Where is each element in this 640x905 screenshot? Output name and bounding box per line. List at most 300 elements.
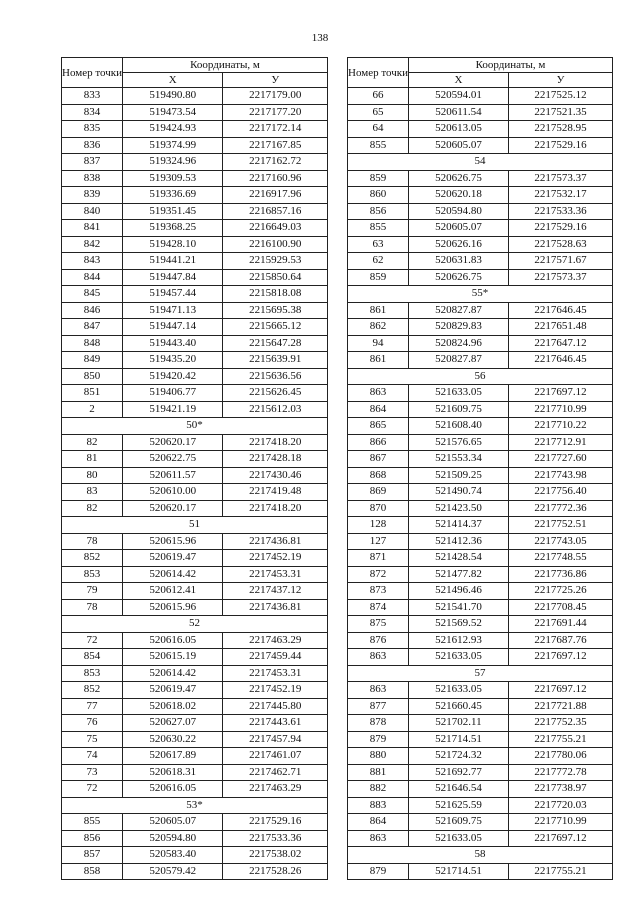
- left-table-body: [62, 88, 328, 880]
- point-number-cell: 864: [348, 814, 409, 831]
- x-coordinate-cell: 521496.46: [408, 583, 508, 600]
- table-row: [348, 88, 613, 105]
- point-number-cell: 878: [348, 715, 409, 732]
- y-coordinate-cell: 2217538.02: [223, 847, 328, 864]
- y-coordinate-cell: 2215665.12: [223, 319, 328, 336]
- y-coordinate-cell: 2217752.35: [508, 715, 612, 732]
- x-coordinate-cell: 520612.41: [122, 583, 222, 600]
- y-coordinate-cell: 2217443.61: [223, 715, 328, 732]
- table-row: [62, 335, 328, 352]
- table-row: [62, 302, 328, 319]
- y-coordinate-cell: 2217160.96: [223, 170, 328, 187]
- point-number-cell: 845: [62, 286, 123, 303]
- x-coordinate-cell: 520626.75: [408, 170, 508, 187]
- parcel-group-row: [348, 368, 613, 385]
- point-number-cell: 856: [348, 203, 409, 220]
- y-coordinate-cell: 2217697.12: [508, 830, 612, 847]
- y-coordinate-cell: 2217571.67: [508, 253, 612, 270]
- x-coordinate-cell: 519351.45: [122, 203, 222, 220]
- parcel-group-row: [62, 616, 328, 633]
- point-number-cell: 877: [348, 698, 409, 715]
- x-coordinate-cell: 520615.19: [122, 649, 222, 666]
- point-number-cell: 77: [62, 698, 123, 715]
- x-coordinate-cell: 521646.54: [408, 781, 508, 798]
- table-row: [348, 500, 613, 517]
- x-coordinate-cell: 520611.54: [408, 104, 508, 121]
- table-row: [348, 715, 613, 732]
- x-coordinate-cell: 519368.25: [122, 220, 222, 237]
- point-number-cell: 840: [62, 203, 123, 220]
- parcel-group-label: 51: [62, 517, 328, 534]
- table-row: [62, 203, 328, 220]
- table-row: [62, 533, 328, 550]
- point-number-cell: 63: [348, 236, 409, 253]
- point-number-cell: 872: [348, 566, 409, 583]
- x-coordinate-cell: 519457.44: [122, 286, 222, 303]
- y-coordinate-cell: 2217720.03: [508, 797, 612, 814]
- table-row: [348, 220, 613, 237]
- y-header: У: [223, 73, 328, 88]
- table-row: [62, 781, 328, 798]
- y-coordinate-cell: 2217710.99: [508, 814, 612, 831]
- x-coordinate-cell: 521490.74: [408, 484, 508, 501]
- x-coordinate-cell: 519406.77: [122, 385, 222, 402]
- x-coordinate-cell: 520622.75: [122, 451, 222, 468]
- point-number-cell: 835: [62, 121, 123, 138]
- table-row: [62, 187, 328, 204]
- point-number-cell: 79: [62, 583, 123, 600]
- table-row: [62, 170, 328, 187]
- table-row: [348, 236, 613, 253]
- y-coordinate-cell: 2217177.20: [223, 104, 328, 121]
- x-coordinate-cell: 519473.54: [122, 104, 222, 121]
- point-number-cell: 850: [62, 368, 123, 385]
- y-coordinate-cell: 2217463.29: [223, 781, 328, 798]
- y-coordinate-cell: 2217743.05: [508, 533, 612, 550]
- table-row: [348, 863, 613, 880]
- x-header: X: [408, 73, 508, 88]
- y-coordinate-cell: 2217697.12: [508, 649, 612, 666]
- x-coordinate-cell: 520618.31: [122, 764, 222, 781]
- point-number-cell: 72: [62, 781, 123, 798]
- table-row: [62, 352, 328, 369]
- y-coordinate-cell: 2217462.71: [223, 764, 328, 781]
- point-number-cell: 861: [348, 302, 409, 319]
- point-number-cell: 853: [62, 665, 123, 682]
- point-number-cell: 127: [348, 533, 409, 550]
- table-row: [348, 682, 613, 699]
- x-coordinate-cell: 520615.96: [122, 599, 222, 616]
- point-number-cell: 863: [348, 682, 409, 699]
- point-number-cell: 76: [62, 715, 123, 732]
- parcel-group-row: [62, 418, 328, 435]
- table-row: [62, 220, 328, 237]
- x-coordinate-cell: 520579.42: [122, 863, 222, 880]
- point-number-cell: 73: [62, 764, 123, 781]
- y-coordinate-cell: 2217646.45: [508, 352, 612, 369]
- table-row: [348, 632, 613, 649]
- coordinates-header: Координаты, м: [408, 58, 612, 73]
- x-coordinate-cell: 519336.69: [122, 187, 222, 204]
- table-row: [62, 121, 328, 138]
- y-coordinate-cell: 2217528.63: [508, 236, 612, 253]
- coordinates-table-left: [61, 57, 328, 880]
- point-number-cell: 871: [348, 550, 409, 567]
- x-coordinate-cell: 519374.99: [122, 137, 222, 154]
- x-coordinate-cell: 521609.75: [408, 401, 508, 418]
- x-coordinate-cell: 520594.80: [122, 830, 222, 847]
- parcel-group-label: 54: [348, 154, 613, 171]
- table-row: [62, 434, 328, 451]
- y-coordinate-cell: 2217712.91: [508, 434, 612, 451]
- point-number-cell: 853: [62, 566, 123, 583]
- x-coordinate-cell: 520583.40: [122, 847, 222, 864]
- y-coordinate-cell: 2217687.76: [508, 632, 612, 649]
- point-number-cell: 848: [62, 335, 123, 352]
- table-row: [348, 269, 613, 286]
- table-row: [62, 401, 328, 418]
- point-number-cell: 879: [348, 863, 409, 880]
- y-coordinate-cell: 2217459.44: [223, 649, 328, 666]
- parcel-group-row: [62, 797, 328, 814]
- point-number-cell: 838: [62, 170, 123, 187]
- y-coordinate-cell: 2217738.97: [508, 781, 612, 798]
- table-row: [348, 698, 613, 715]
- table-row: [62, 286, 328, 303]
- table-row: [62, 599, 328, 616]
- table-row: [348, 352, 613, 369]
- x-coordinate-cell: 521553.34: [408, 451, 508, 468]
- x-coordinate-cell: 521625.59: [408, 797, 508, 814]
- y-coordinate-cell: 2217697.12: [508, 385, 612, 402]
- x-coordinate-cell: 521702.11: [408, 715, 508, 732]
- table-row: [62, 500, 328, 517]
- point-number-cell: 869: [348, 484, 409, 501]
- y-coordinate-cell: 2215639.91: [223, 352, 328, 369]
- parcel-group-row: [62, 517, 328, 534]
- table-row: [62, 632, 328, 649]
- table-row: [62, 385, 328, 402]
- point-number-cell: 75: [62, 731, 123, 748]
- x-coordinate-cell: 521509.25: [408, 467, 508, 484]
- y-coordinate-cell: 2217727.60: [508, 451, 612, 468]
- x-coordinate-cell: 521609.75: [408, 814, 508, 831]
- x-coordinate-cell: 521724.32: [408, 748, 508, 765]
- table-row: [348, 731, 613, 748]
- table-row: [62, 847, 328, 864]
- x-coordinate-cell: 519447.14: [122, 319, 222, 336]
- x-coordinate-cell: 520594.01: [408, 88, 508, 105]
- x-coordinate-cell: 521633.05: [408, 682, 508, 699]
- parcel-group-row: [348, 286, 613, 303]
- y-coordinate-cell: 2217772.36: [508, 500, 612, 517]
- table-row: [348, 748, 613, 765]
- x-coordinate-cell: 520631.83: [408, 253, 508, 270]
- point-number-cell: 882: [348, 781, 409, 798]
- table-row: [348, 104, 613, 121]
- point-number-cell: 80: [62, 467, 123, 484]
- table-row: [348, 137, 613, 154]
- x-coordinate-cell: 521660.45: [408, 698, 508, 715]
- x-coordinate-cell: 520626.16: [408, 236, 508, 253]
- y-coordinate-cell: 2217453.31: [223, 566, 328, 583]
- y-coordinate-cell: 2217418.20: [223, 434, 328, 451]
- table-row: [62, 649, 328, 666]
- point-number-cell: 844: [62, 269, 123, 286]
- y-coordinate-cell: 2217167.85: [223, 137, 328, 154]
- table-row: [62, 319, 328, 336]
- y-coordinate-cell: 2217452.19: [223, 682, 328, 699]
- y-coordinate-cell: 2215647.28: [223, 335, 328, 352]
- point-number-cell: 82: [62, 500, 123, 517]
- point-number-cell: 66: [348, 88, 409, 105]
- x-coordinate-cell: 520615.96: [122, 533, 222, 550]
- table-row: [348, 170, 613, 187]
- y-coordinate-cell: 2217533.36: [508, 203, 612, 220]
- point-number-cell: 863: [348, 649, 409, 666]
- table-row: [348, 121, 613, 138]
- y-coordinate-cell: 2217772.78: [508, 764, 612, 781]
- table-row: [348, 517, 613, 534]
- y-coordinate-cell: 2217162.72: [223, 154, 328, 171]
- y-coordinate-cell: 2215929.53: [223, 253, 328, 270]
- table-row: [348, 649, 613, 666]
- point-number-cell: 81: [62, 451, 123, 468]
- x-coordinate-cell: 519309.53: [122, 170, 222, 187]
- x-coordinate-cell: 520619.47: [122, 682, 222, 699]
- y-coordinate-cell: 2217697.12: [508, 682, 612, 699]
- table-row: [348, 418, 613, 435]
- x-coordinate-cell: 520626.75: [408, 269, 508, 286]
- x-coordinate-cell: 520824.96: [408, 335, 508, 352]
- table-row: [62, 484, 328, 501]
- table-row: [348, 467, 613, 484]
- table-row: [348, 583, 613, 600]
- table-row: [62, 665, 328, 682]
- coordinates-header: Координаты, м: [122, 58, 327, 73]
- y-coordinate-cell: 2217445.80: [223, 698, 328, 715]
- table-row: [348, 764, 613, 781]
- x-coordinate-cell: 519441.21: [122, 253, 222, 270]
- parcel-group-row: [348, 665, 613, 682]
- x-coordinate-cell: 520620.17: [122, 500, 222, 517]
- table-row: [62, 467, 328, 484]
- y-coordinate-cell: 2217573.37: [508, 170, 612, 187]
- x-coordinate-cell: 519447.84: [122, 269, 222, 286]
- x-coordinate-cell: 520614.42: [122, 665, 222, 682]
- x-coordinate-cell: 520594.80: [408, 203, 508, 220]
- point-number-cell: 836: [62, 137, 123, 154]
- y-coordinate-cell: 2217748.55: [508, 550, 612, 567]
- table-row: [62, 698, 328, 715]
- table-row: [348, 319, 613, 336]
- y-coordinate-cell: 2217646.45: [508, 302, 612, 319]
- point-number-cell: 852: [62, 682, 123, 699]
- y-coordinate-cell: 2217752.51: [508, 517, 612, 534]
- point-number-cell: 837: [62, 154, 123, 171]
- point-number-cell: 65: [348, 104, 409, 121]
- y-coordinate-cell: 2217528.26: [223, 863, 328, 880]
- y-coordinate-cell: 2217436.81: [223, 533, 328, 550]
- point-number-cell: 847: [62, 319, 123, 336]
- point-number-cell: 858: [62, 863, 123, 880]
- x-coordinate-cell: 519420.42: [122, 368, 222, 385]
- y-coordinate-cell: 2217710.99: [508, 401, 612, 418]
- y-coordinate-cell: 2217179.00: [223, 88, 328, 105]
- x-coordinate-cell: 520605.07: [408, 137, 508, 154]
- y-coordinate-cell: 2217529.16: [508, 137, 612, 154]
- x-coordinate-cell: 521541.70: [408, 599, 508, 616]
- point-number-cell: 128: [348, 517, 409, 534]
- y-coordinate-cell: 2216857.16: [223, 203, 328, 220]
- table-row: [348, 814, 613, 831]
- table-row: [62, 731, 328, 748]
- x-coordinate-cell: 520630.22: [122, 731, 222, 748]
- y-header: У: [508, 73, 612, 88]
- x-coordinate-cell: 521633.05: [408, 649, 508, 666]
- parcel-group-label: 50*: [62, 418, 328, 435]
- y-coordinate-cell: 2217419.48: [223, 484, 328, 501]
- point-number-cell: 839: [62, 187, 123, 204]
- table-row: [62, 236, 328, 253]
- table-row: [62, 88, 328, 105]
- parcel-group-label: 56: [348, 368, 613, 385]
- parcel-group-label: 57: [348, 665, 613, 682]
- x-header: X: [122, 73, 222, 88]
- x-coordinate-cell: 519424.93: [122, 121, 222, 138]
- x-coordinate-cell: 521612.93: [408, 632, 508, 649]
- table-row: [62, 715, 328, 732]
- point-number-cell: 883: [348, 797, 409, 814]
- parcel-group-label: 53*: [62, 797, 328, 814]
- table-row: [348, 533, 613, 550]
- point-number-cell: 841: [62, 220, 123, 237]
- table-row: [348, 599, 613, 616]
- x-coordinate-cell: 521633.05: [408, 385, 508, 402]
- point-number-cell: 855: [348, 220, 409, 237]
- point-number-cell: 78: [62, 533, 123, 550]
- point-number-cell: 864: [348, 401, 409, 418]
- table-row: [62, 137, 328, 154]
- y-coordinate-cell: 2215626.45: [223, 385, 328, 402]
- x-coordinate-cell: 521692.77: [408, 764, 508, 781]
- x-coordinate-cell: 520613.05: [408, 121, 508, 138]
- point-number-cell: 833: [62, 88, 123, 105]
- y-coordinate-cell: 2216649.03: [223, 220, 328, 237]
- x-coordinate-cell: 521414.37: [408, 517, 508, 534]
- table-row: [348, 797, 613, 814]
- point-number-cell: 863: [348, 830, 409, 847]
- x-coordinate-cell: 520614.42: [122, 566, 222, 583]
- point-number-cell: 856: [62, 830, 123, 847]
- table-row: [348, 434, 613, 451]
- table-row: [62, 104, 328, 121]
- point-number-cell: 875: [348, 616, 409, 633]
- x-coordinate-cell: 520829.83: [408, 319, 508, 336]
- point-number-cell: 874: [348, 599, 409, 616]
- point-number-cell: 860: [348, 187, 409, 204]
- x-coordinate-cell: 521714.51: [408, 863, 508, 880]
- x-coordinate-cell: 519490.80: [122, 88, 222, 105]
- point-number-cell: 834: [62, 104, 123, 121]
- y-coordinate-cell: 2217573.37: [508, 269, 612, 286]
- table-row: [62, 583, 328, 600]
- point-number-cell: 842: [62, 236, 123, 253]
- x-coordinate-cell: 521608.40: [408, 418, 508, 435]
- point-number-cell: 879: [348, 731, 409, 748]
- x-coordinate-cell: 520827.87: [408, 302, 508, 319]
- point-number-cell: 857: [62, 847, 123, 864]
- x-coordinate-cell: 520618.02: [122, 698, 222, 715]
- y-coordinate-cell: 2217418.20: [223, 500, 328, 517]
- table-row: [348, 187, 613, 204]
- right-table-body: [348, 88, 613, 880]
- point-number-cell: 78: [62, 599, 123, 616]
- y-coordinate-cell: 2217452.19: [223, 550, 328, 567]
- y-coordinate-cell: 2217461.07: [223, 748, 328, 765]
- point-number-cell: 865: [348, 418, 409, 435]
- y-coordinate-cell: 2217525.12: [508, 88, 612, 105]
- table-row: [348, 302, 613, 319]
- table-row: [348, 781, 613, 798]
- table-row: [62, 830, 328, 847]
- table-row: [348, 401, 613, 418]
- table-row: [62, 814, 328, 831]
- point-number-header: Номер точки: [348, 58, 409, 88]
- point-number-cell: 83: [62, 484, 123, 501]
- y-coordinate-cell: 2217691.44: [508, 616, 612, 633]
- parcel-group-row: [348, 154, 613, 171]
- table-row: [348, 335, 613, 352]
- point-number-cell: 881: [348, 764, 409, 781]
- point-number-cell: 876: [348, 632, 409, 649]
- point-number-cell: 855: [348, 137, 409, 154]
- point-number-cell: 846: [62, 302, 123, 319]
- x-coordinate-cell: 521423.50: [408, 500, 508, 517]
- y-coordinate-cell: 2217780.06: [508, 748, 612, 765]
- y-coordinate-cell: 2217532.17: [508, 187, 612, 204]
- x-coordinate-cell: 520616.05: [122, 632, 222, 649]
- table-row: [348, 484, 613, 501]
- y-coordinate-cell: 2217529.16: [223, 814, 328, 831]
- point-number-cell: 862: [348, 319, 409, 336]
- y-coordinate-cell: 2216100.90: [223, 236, 328, 253]
- y-coordinate-cell: 2217651.48: [508, 319, 612, 336]
- point-number-cell: 72: [62, 632, 123, 649]
- x-coordinate-cell: 519443.40: [122, 335, 222, 352]
- y-coordinate-cell: 2217436.81: [223, 599, 328, 616]
- x-coordinate-cell: 519421.19: [122, 401, 222, 418]
- y-coordinate-cell: 2217743.98: [508, 467, 612, 484]
- y-coordinate-cell: 2217708.45: [508, 599, 612, 616]
- x-coordinate-cell: 520605.07: [122, 814, 222, 831]
- table-row: [62, 451, 328, 468]
- y-coordinate-cell: 2215695.38: [223, 302, 328, 319]
- y-coordinate-cell: 2217463.29: [223, 632, 328, 649]
- y-coordinate-cell: 2217457.94: [223, 731, 328, 748]
- y-coordinate-cell: 2217710.22: [508, 418, 612, 435]
- x-coordinate-cell: 520627.07: [122, 715, 222, 732]
- table-row: [62, 253, 328, 270]
- y-coordinate-cell: 2217521.35: [508, 104, 612, 121]
- point-number-cell: 870: [348, 500, 409, 517]
- y-coordinate-cell: 2217755.21: [508, 863, 612, 880]
- table-row: [348, 830, 613, 847]
- x-coordinate-cell: 520611.57: [122, 467, 222, 484]
- point-number-cell: 854: [62, 649, 123, 666]
- y-coordinate-cell: 2217725.26: [508, 583, 612, 600]
- x-coordinate-cell: 521428.54: [408, 550, 508, 567]
